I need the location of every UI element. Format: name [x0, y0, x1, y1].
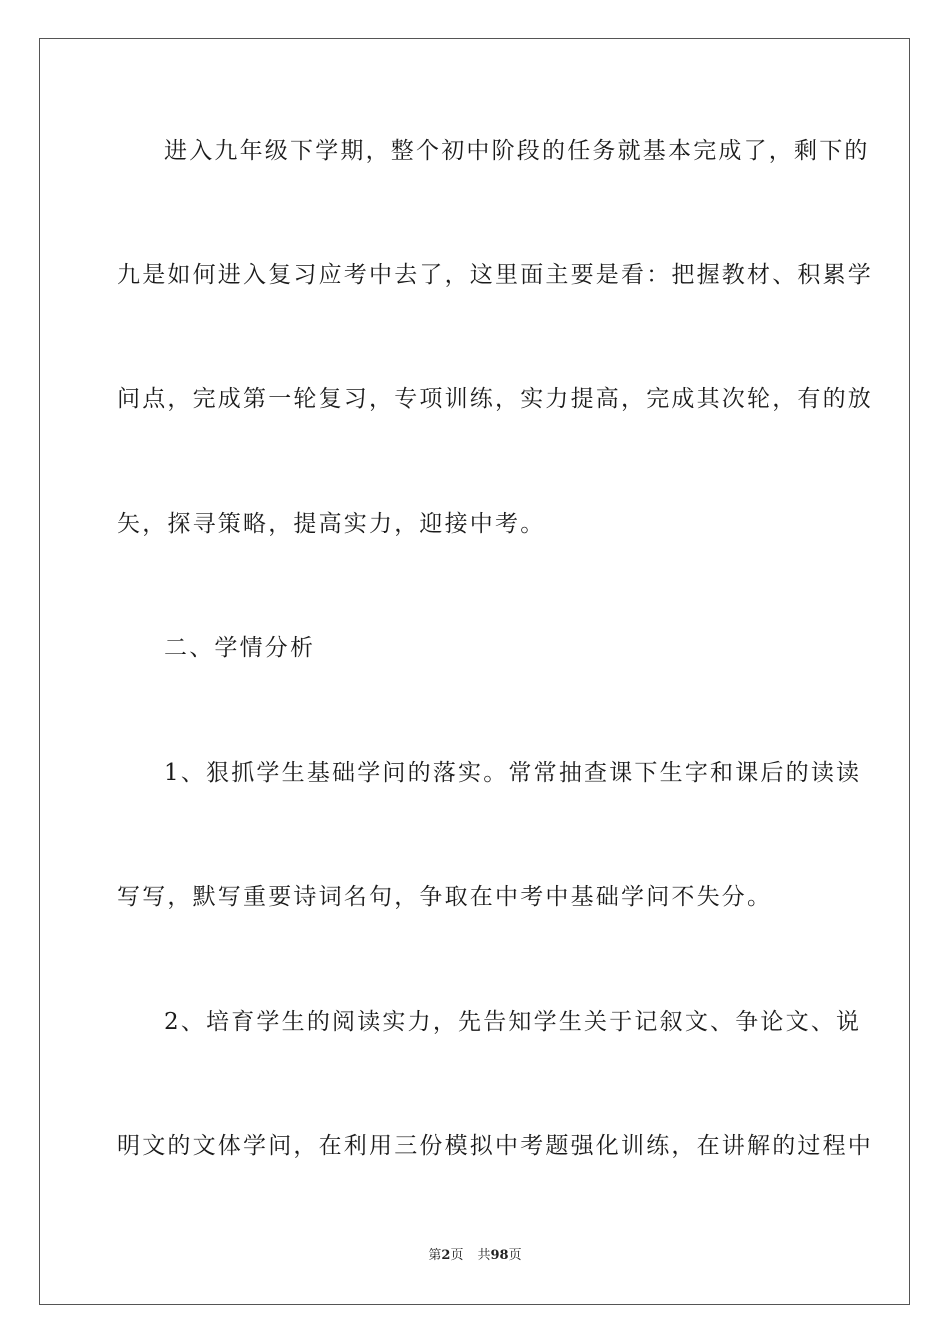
section-heading: 二、学情分析 — [164, 635, 316, 661]
paragraph-3-line-2: 明文的文体学问，在利用三份模拟中考题强化训练，在讲解的过程中 — [117, 1133, 873, 1159]
paragraph-1-line-1: 进入九年级下学期，整个初中阶段的任务就基本完成了，剩下的 — [164, 138, 870, 164]
total-pages: 98 — [490, 1248, 509, 1263]
paragraph-1-line-4: 矢，探寻策略，提高实力，迎接中考。 — [117, 511, 546, 537]
page-footer — [0, 1247, 950, 1265]
page-suffix: 页 — [450, 1248, 464, 1263]
page-border — [39, 38, 910, 1305]
paragraph-2-line-1: 1、狠抓学生基础学问的落实。常常抽查课下生字和课后的读读 — [164, 760, 862, 786]
paragraph-1-line-3: 问点，完成第一轮复习，专项训练，实力提高，完成其次轮，有的放 — [117, 386, 873, 412]
page-prefix: 第 — [428, 1248, 442, 1263]
page-number: 2 — [441, 1248, 451, 1263]
total-prefix: 共 — [477, 1248, 491, 1263]
paragraph-3-line-1: 2、培育学生的阅读实力，先告知学生关于记叙文、争论文、说 — [164, 1009, 862, 1035]
total-suffix: 页 — [508, 1248, 522, 1263]
paragraph-2-line-2: 写写，默写重要诗词名句，争取在中考中基础学问不失分。 — [117, 884, 773, 910]
paragraph-1-line-2: 九是如何进入复习应考中去了，这里面主要是看：把握教材、积累学 — [117, 262, 873, 288]
